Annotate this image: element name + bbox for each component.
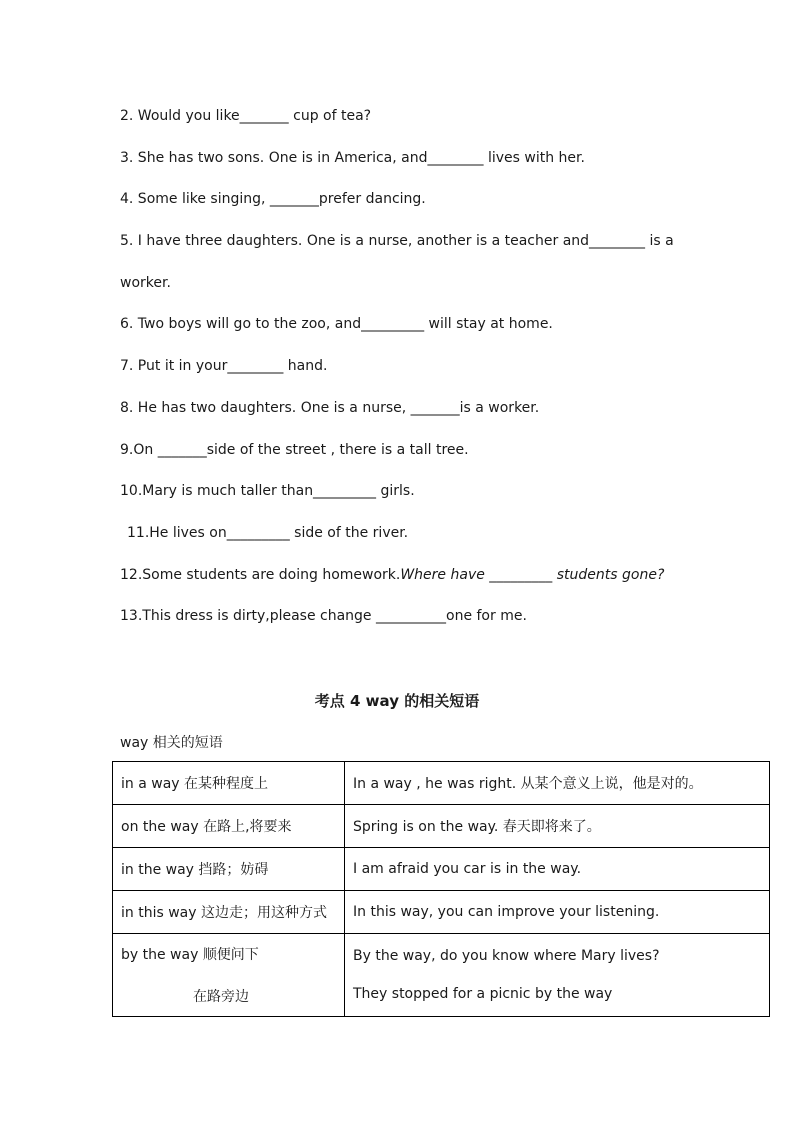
- exercise-item: 10.Mary is much taller than_________ girls.: [120, 483, 415, 500]
- example-text: By the way, do you know where Mary lives?: [353, 948, 660, 964]
- example-text-secondary: They stopped for a picnic by the way: [353, 986, 613, 1002]
- table-row: [113, 934, 770, 1017]
- exercise-item: 5. I have three daughters. One is a nurse, another is a teacher and________ is a: [120, 233, 674, 250]
- table-row: [113, 805, 770, 848]
- exercise-item: 7. Put it in your________ hand.: [120, 358, 328, 375]
- section-title: 考点 4 way 的相关短语: [314, 692, 480, 710]
- phrase-cell: in a way 在某种程度上: [113, 762, 345, 805]
- phrase-text: by the way 顺便问下: [121, 947, 259, 963]
- exercise-list: [120, 106, 690, 648]
- table-row: [113, 848, 770, 891]
- exercise-item-continuation: worker.: [120, 274, 171, 291]
- exercise-item: 3. She has two sons. One is in America, and________ lives with her.: [120, 149, 585, 166]
- exercise-item: 11.He lives on_________ side of the river.: [127, 524, 409, 541]
- example-cell: Spring is on the way. 春天即将来了。: [345, 805, 770, 848]
- example-cell: I am afraid you car is in the way.: [345, 848, 770, 891]
- phrase-cell: in the way 挡路；妨碍: [113, 848, 345, 891]
- table-row: [113, 762, 770, 805]
- exercise-item: 13.This dress is dirty,please change __________one for me.: [120, 608, 527, 625]
- example-cell: In this way, you can improve your listening.: [345, 891, 770, 934]
- exercise-item-prefix: 12.Some students are doing homework.: [120, 566, 401, 583]
- example-cell: In a way , he was right. 从某个意义上说，他是对的。: [345, 762, 770, 805]
- exercise-item: 8. He has two daughters. One is a nurse, _______is a worker.: [120, 399, 540, 416]
- exercise-item: 9.On _______side of the street , there is a tall tree.: [120, 441, 469, 458]
- exercise-item: 6. Two boys will go to the zoo, and_________ will stay at home.: [120, 316, 553, 333]
- exercise-item-italic: Where have _________ students gone?: [400, 566, 665, 583]
- exercise-item: 2. Would you like_______ cup of tea?: [120, 108, 372, 124]
- exercise-item: [120, 565, 690, 607]
- exercise-item: 4. Some like singing, _______prefer dancing.: [120, 191, 426, 208]
- phrase-cell: [113, 934, 345, 1017]
- table-caption: way 相关的短语: [120, 735, 223, 751]
- phrase-table: [112, 761, 770, 1017]
- phrase-cell: on the way 在路上,将要来: [113, 805, 345, 848]
- phrase-cell: in this way 这边走；用这种方式: [113, 891, 345, 934]
- table-row: [113, 891, 770, 934]
- phrase-text-secondary: 在路旁边: [193, 989, 249, 1005]
- example-cell: [345, 934, 770, 1017]
